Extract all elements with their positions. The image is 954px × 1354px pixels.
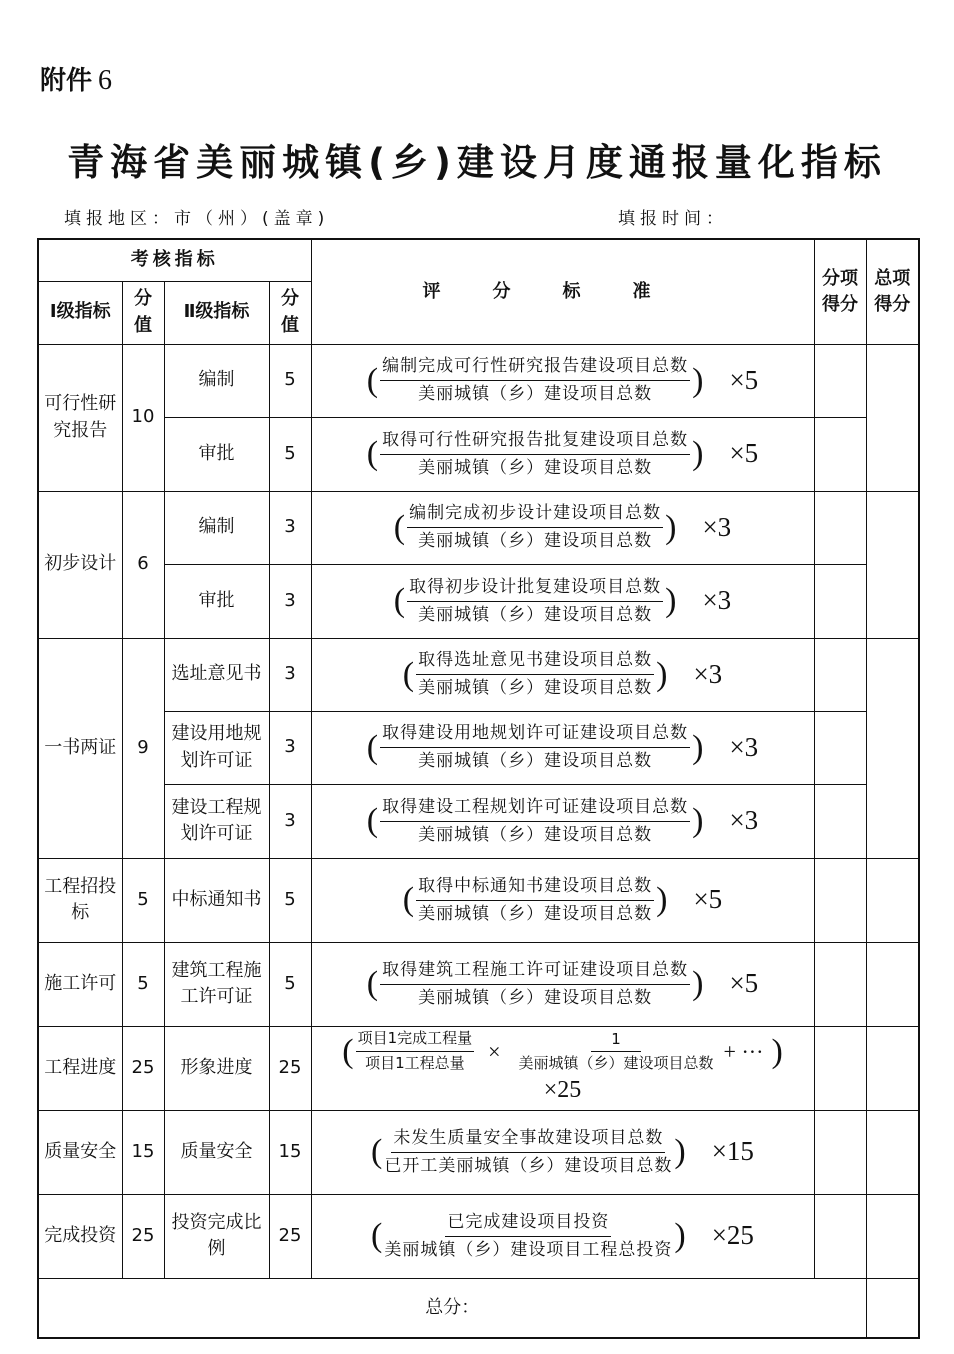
numerator: 编制完成可行性研究报告建设项目总数 (380, 354, 690, 381)
multiplier: ×3 (693, 658, 723, 689)
numerator: 已完成建设项目投资 (445, 1210, 611, 1237)
scoring-formula: ( $\frac{\text{取得建设工程规划许可证建设项目总数}}{\text{美丽城镇（乡）建设项目总数}}$ ) ×3 (311, 784, 814, 858)
denominator: 美丽城镇（乡）建设项目总数 (418, 604, 653, 625)
group-score: 15 (122, 1110, 164, 1194)
numerator: 未发生质量安全事故建设项目总数 (391, 1126, 665, 1153)
group-score: 9 (122, 638, 164, 858)
header-total-score: 总项得分 (866, 239, 919, 344)
scoring-formula: ( $\frac{\text{取得中标通知书建设项目总数}}{\text{美丽城镇（乡）建设项目总数}}$ ) ×5 (311, 858, 814, 942)
numerator: 取得中标通知书建设项目总数 (416, 874, 654, 901)
denominator: 美丽城镇（乡）建设项目总数 (418, 751, 653, 771)
numerator: 取得可行性研究报告批复建设项目总数 (380, 428, 690, 455)
item-name: 编制 (164, 491, 269, 564)
header-item-score: 分项得分 (814, 239, 866, 344)
item-score-cell[interactable] (814, 638, 866, 711)
scoring-formula: ( $\frac{\text{项目1完成工程量}}{\text{项目1工程总量}}$ × $\frac{1}{\text{美丽城镇（乡）建设项目总数}}$ + ··· ) ×25 (311, 1026, 814, 1110)
numerator: 取得建筑工程施工许可证建设项目总数 (380, 958, 690, 985)
scoring-formula: ( $\frac{\text{取得建筑工程施工许可证建设项目总数}}{\text{美丽城镇（乡）建设项目总数}}$ ) ×5 (311, 942, 814, 1026)
item-name: 建筑工程施工许可证 (164, 942, 269, 1026)
fill-region: 填报地区：市（州）(盖章) (64, 209, 330, 229)
multiplier: ×15 (711, 1136, 754, 1167)
numerator: 项目1完成工程量 (356, 1028, 475, 1052)
item-score: 3 (269, 491, 311, 564)
total-score-cell[interactable] (866, 942, 919, 1026)
item-name: 建设用地规划许可证 (164, 711, 269, 784)
item-name: 形象进度 (164, 1026, 269, 1110)
total-score-cell[interactable] (866, 1026, 919, 1110)
group-name: 可行性研究报告 (38, 344, 122, 491)
item-score: 5 (269, 942, 311, 1026)
denominator: 美丽城镇（乡）建设项目总数 (518, 1053, 714, 1072)
ellipsis: + ··· (723, 1038, 764, 1064)
item-name: 审批 (164, 417, 269, 491)
header-score2: 分值 (269, 281, 311, 344)
multiplier: ×25 (711, 1220, 754, 1251)
item-score: 3 (269, 711, 311, 784)
scoring-formula: ( $\frac{\text{取得初步设计批复建设项目总数}}{\text{美丽城镇（乡）建设项目总数}}$ ) ×3 (311, 564, 814, 638)
header-score: 分值 (122, 281, 164, 344)
multiplier: ×3 (702, 585, 732, 616)
denominator: 美丽城镇（乡）建设项目总数 (418, 531, 653, 551)
numerator: 取得初步设计批复建设项目总数 (407, 575, 663, 602)
numerator: 1 (591, 1029, 641, 1052)
header-group: 考核指标 (38, 239, 311, 281)
item-score-cell[interactable] (814, 711, 866, 784)
indicator-table (37, 238, 920, 1339)
denominator: 已开工美丽城镇（乡）建设项目总数 (384, 1155, 673, 1176)
numerator: 取得建设工程规划许可证建设项目总数 (380, 795, 690, 822)
total-score-cell[interactable] (866, 491, 919, 638)
scoring-formula: ( $\frac{\text{编制完成可行性研究报告建设项目总数}}{\text{美丽城镇（乡）建设项目总数}}$ ) ×5 (311, 344, 814, 417)
header-level2: Ⅱ级指标 (164, 281, 269, 344)
attachment-text: 附件 (40, 66, 93, 96)
item-score: 25 (269, 1026, 311, 1110)
item-name: 中标通知书 (164, 858, 269, 942)
fill-time: 填报时间： (618, 209, 728, 229)
denominator: 美丽城镇（乡）建设项目总数 (418, 903, 653, 924)
group-score: 5 (122, 858, 164, 942)
group-score: 25 (122, 1194, 164, 1278)
multiplier: ×5 (693, 884, 723, 915)
multiplier: ×5 (729, 364, 759, 395)
item-name: 编制 (164, 344, 269, 417)
item-name: 建设工程规划许可证 (164, 784, 269, 858)
group-score: 25 (122, 1026, 164, 1110)
scoring-formula: ( $\frac{\text{取得选址意见书建设项目总数}}{\text{美丽城镇（乡）建设项目总数}}$ ) ×3 (311, 638, 814, 711)
item-score: 5 (269, 858, 311, 942)
item-score: 25 (269, 1194, 311, 1278)
denominator: 美丽城镇（乡）建设项目总数 (418, 457, 653, 478)
numerator: 取得建设用地规划许可证建设项目总数 (380, 721, 690, 748)
group-score: 10 (122, 344, 164, 491)
multiplier: ×5 (729, 438, 759, 469)
header-level1: Ⅰ级指标 (38, 281, 122, 344)
item-score-cell[interactable] (814, 784, 866, 858)
item-score: 15 (269, 1110, 311, 1194)
denominator: 美丽城镇（乡）建设项目总数 (418, 987, 653, 1008)
numerator: 编制完成初步设计建设项目总数 (407, 501, 663, 528)
item-name: 审批 (164, 564, 269, 638)
group-name: 工程进度 (38, 1026, 122, 1110)
item-name: 投资完成比例 (164, 1194, 269, 1278)
total-score-cell[interactable] (866, 344, 919, 491)
group-name: 施工许可 (38, 942, 122, 1026)
denominator: 美丽城镇（乡）建设项目总数 (418, 678, 653, 698)
scoring-formula: ( $\frac{\text{编制完成初步设计建设项目总数}}{\text{美丽城镇（乡）建设项目总数}}$ ) ×3 (311, 491, 814, 564)
item-score: 3 (269, 564, 311, 638)
numerator: 取得选址意见书建设项目总数 (416, 648, 654, 675)
item-score: 3 (269, 784, 311, 858)
attachment-label (40, 60, 112, 97)
group-name: 一书两证 (38, 638, 122, 858)
item-score-cell[interactable] (814, 858, 866, 942)
multiplier: ×25 (543, 1076, 582, 1103)
multiplier: ×5 (729, 968, 759, 999)
grand-total-cell[interactable] (866, 1278, 919, 1338)
scoring-formula: ( $\frac{\text{未发生质量安全事故建设项目总数}}{\text{已开工美丽城镇（乡）建设项目总数}}$ ) ×15 (311, 1110, 814, 1194)
total-score-cell[interactable] (866, 1194, 919, 1278)
item-name: 质量安全 (164, 1110, 269, 1194)
group-name: 质量安全 (38, 1110, 122, 1194)
item-score-cell[interactable] (814, 564, 866, 638)
total-score-cell[interactable] (866, 638, 919, 858)
item-score: 5 (269, 344, 311, 417)
page-title: 青海省美丽城镇(乡)建设月度通报量化指标 (67, 141, 887, 184)
group-score: 6 (122, 491, 164, 638)
total-score-cell[interactable] (866, 1110, 919, 1194)
scoring-formula: ( $\frac{\text{取得建设用地规划许可证建设项目总数}}{\text{美丽城镇（乡）建设项目总数}}$ ) ×3 (311, 711, 814, 784)
denominator: 美丽城镇（乡）建设项目总数 (418, 384, 653, 404)
group-name: 初步设计 (38, 491, 122, 638)
item-name: 选址意见书 (164, 638, 269, 711)
item-score: 3 (269, 638, 311, 711)
denominator: 项目1工程总量 (365, 1054, 465, 1073)
group-name: 完成投资 (38, 1194, 122, 1278)
scoring-formula: ( $\frac{\text{已完成建设项目投资}}{\text{美丽城镇（乡）建设项目工程总投资}}$ ) ×25 (311, 1194, 814, 1278)
group-score: 5 (122, 942, 164, 1026)
group-name: 工程招投标 (38, 858, 122, 942)
denominator: 美丽城镇（乡）建设项目工程总投资 (384, 1239, 673, 1260)
multiplier: ×3 (702, 511, 732, 542)
item-score: 5 (269, 417, 311, 491)
item-score-cell[interactable] (814, 1026, 866, 1110)
multiplier: ×3 (729, 805, 759, 836)
item-score-cell[interactable] (814, 942, 866, 1026)
item-score-cell[interactable] (814, 344, 866, 417)
item-score-cell[interactable] (814, 1110, 866, 1194)
denominator: 美丽城镇（乡）建设项目总数 (418, 824, 653, 845)
scoring-formula: ( $\frac{\text{取得可行性研究报告批复建设项目总数}}{\text{美丽城镇（乡）建设项目总数}}$ ) ×5 (311, 417, 814, 491)
attachment-number: 6 (98, 65, 113, 96)
total-score-cell[interactable] (866, 858, 919, 942)
item-score-cell[interactable] (814, 417, 866, 491)
header-criteria: 评分标准 (311, 239, 814, 344)
item-score-cell[interactable] (814, 1194, 866, 1278)
total-label: 总分： (38, 1278, 866, 1338)
item-score-cell[interactable] (814, 491, 866, 564)
multiplier: ×3 (729, 731, 759, 762)
